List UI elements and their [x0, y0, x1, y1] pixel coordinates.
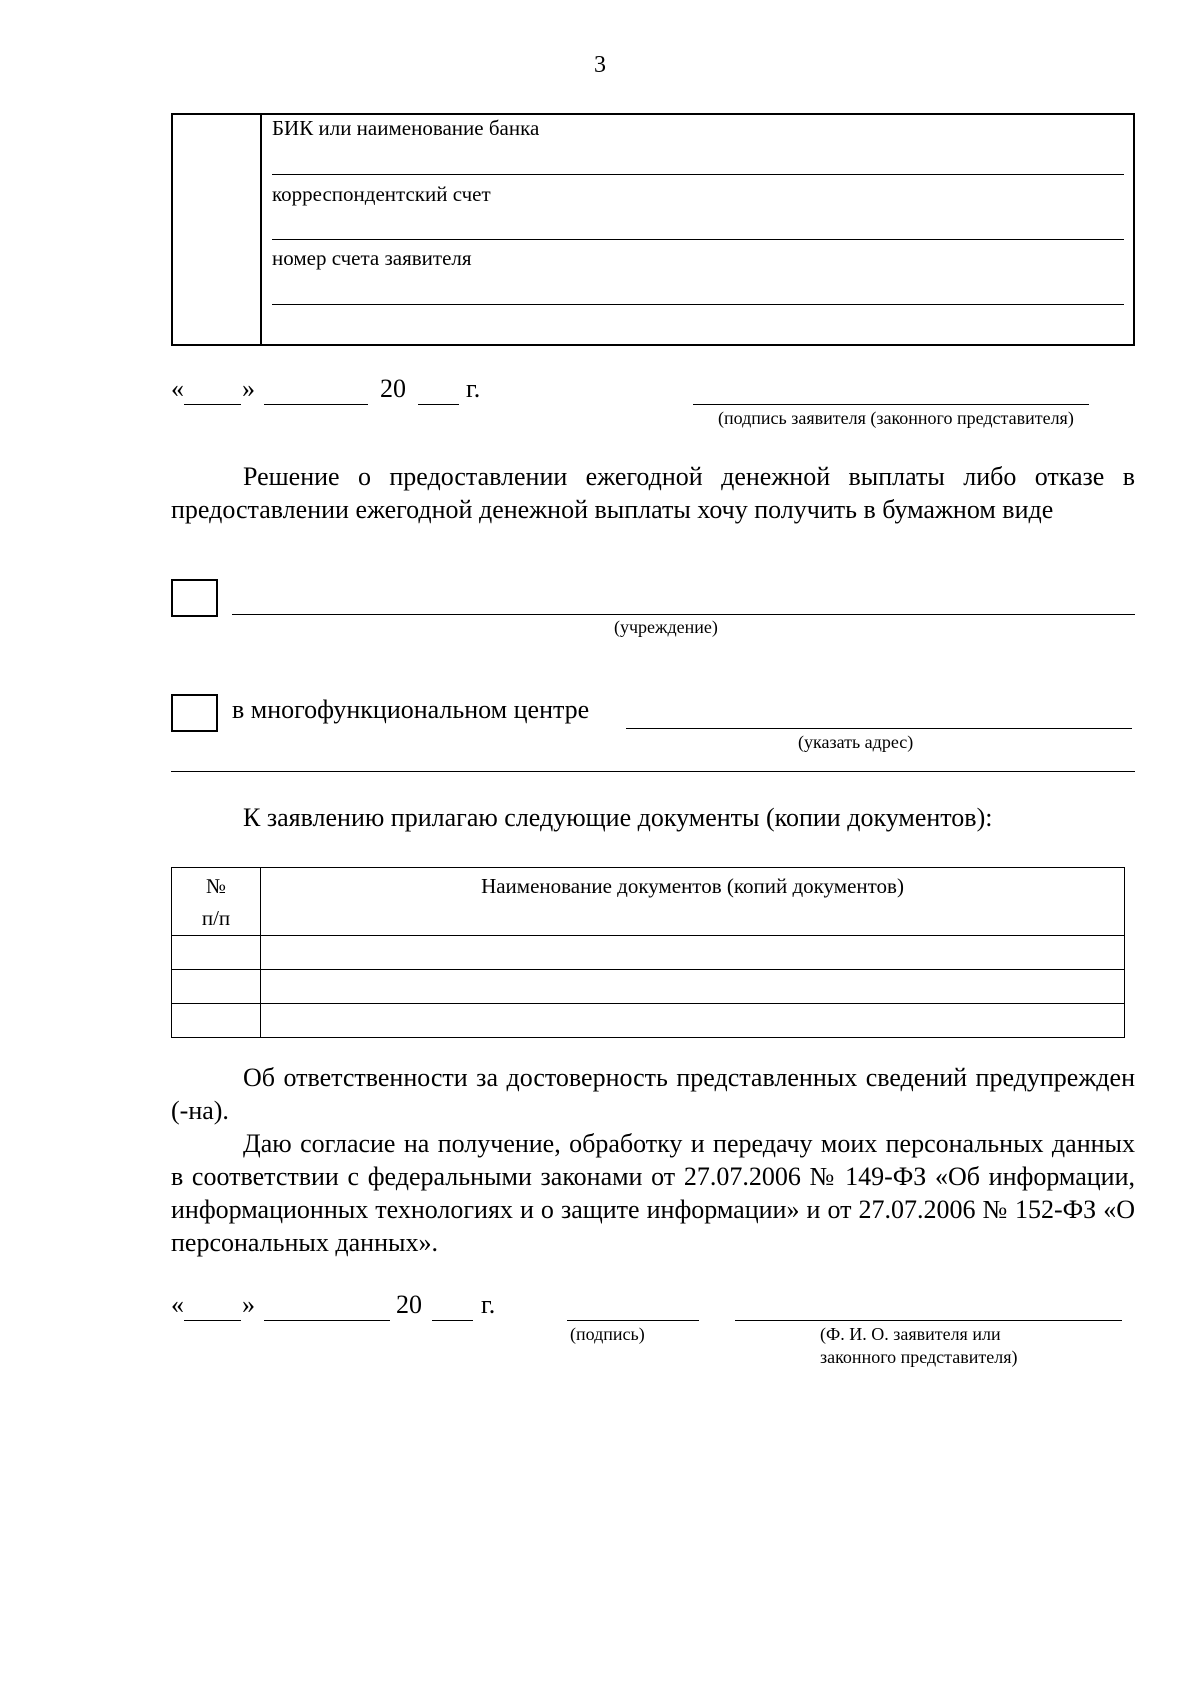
row-name-cell[interactable] — [261, 970, 1125, 1004]
table-row — [172, 970, 1125, 1004]
applicant-signature-line[interactable] — [693, 404, 1089, 405]
fio-caption-line1: (Ф. И. О. заявителя или — [820, 1324, 1001, 1344]
mfc-checkbox[interactable] — [171, 694, 218, 732]
bank-details-table — [171, 113, 1135, 346]
institution-checkbox[interactable] — [171, 579, 218, 617]
date-year-prefix: 20 — [380, 374, 406, 403]
bik-input-line[interactable] — [272, 174, 1124, 175]
date2-year-suffix: г. — [481, 1290, 496, 1319]
date2-day-line[interactable] — [184, 1320, 241, 1321]
col-num-line1: № — [205, 874, 227, 898]
mfc-address-line-2[interactable] — [171, 771, 1135, 772]
consent-paragraph: Даю согласие на получение, обработку и передачу моих персональных данных в соответствии с федеральными законами от 27.07.2006 № 149-ФЗ «Об информации, информационных технологиях и о защите информации» и от 27.07.2006 № 152-ФЗ «О персональных данных». — [171, 1129, 1135, 1257]
fio-caption-line2: законного представителя) — [820, 1347, 1018, 1367]
institution-input-line[interactable] — [232, 614, 1135, 615]
date-day-line[interactable] — [184, 404, 241, 405]
corr-account-label: корреспондентский счет — [272, 182, 491, 206]
date-close-quote: » — [242, 374, 255, 403]
decision-paragraph: Решение о предоставлении ежегодной денежной выплаты либо отказе в предоставлении ежегодной денежной выплаты хочу получить в бумажном виде — [171, 462, 1135, 524]
col-name-header: Наименование документов (копий документов) — [261, 868, 1125, 936]
institution-caption: (учреждение) — [614, 617, 718, 637]
date2-year-prefix: 20 — [396, 1290, 422, 1319]
col-num-header — [172, 868, 261, 936]
signature-line[interactable] — [567, 1320, 699, 1321]
bik-label: БИК или наименование банка — [272, 116, 540, 140]
row-name-cell[interactable] — [261, 936, 1125, 970]
date2-close-quote: » — [242, 1290, 255, 1319]
date2-month-line[interactable] — [264, 1320, 390, 1321]
mfc-address-caption: (указать адрес) — [798, 732, 914, 752]
mfc-address-line[interactable] — [626, 728, 1132, 729]
corr-account-input-line[interactable] — [272, 239, 1124, 240]
row-num-cell[interactable] — [172, 1004, 261, 1038]
row-num-cell[interactable] — [172, 970, 261, 1004]
documents-intro: К заявлению прилагаю следующие документы (копии документов): — [243, 803, 993, 832]
documents-table — [171, 867, 1125, 1038]
applicant-account-label: номер счета заявителя — [272, 246, 472, 270]
table-row — [172, 1004, 1125, 1038]
mfc-label: в многофункциональном центре — [232, 695, 590, 724]
responsibility-paragraph: Об ответственности за достоверность представленных сведений предупрежден (-на). — [171, 1063, 1135, 1125]
bank-table-divider — [260, 113, 262, 346]
date-month-line[interactable] — [264, 404, 368, 405]
row-name-cell[interactable] — [261, 1004, 1125, 1038]
page-number: 3 — [594, 52, 606, 78]
table-row — [172, 936, 1125, 970]
date-year-line[interactable] — [418, 404, 459, 405]
signature-caption: (подпись) — [570, 1324, 645, 1344]
date-open-quote: « — [171, 374, 184, 403]
applicant-signature-caption: (подпись заявителя (законного представителя) — [718, 408, 1074, 428]
documents-table-header — [172, 868, 1125, 936]
date2-year-line[interactable] — [432, 1320, 473, 1321]
applicant-account-input-line[interactable] — [272, 304, 1124, 305]
date-year-suffix: г. — [466, 374, 481, 403]
row-num-cell[interactable] — [172, 936, 261, 970]
fio-line[interactable] — [735, 1320, 1122, 1321]
date2-open-quote: « — [171, 1290, 184, 1319]
col-num-line2: п/п — [201, 906, 231, 930]
